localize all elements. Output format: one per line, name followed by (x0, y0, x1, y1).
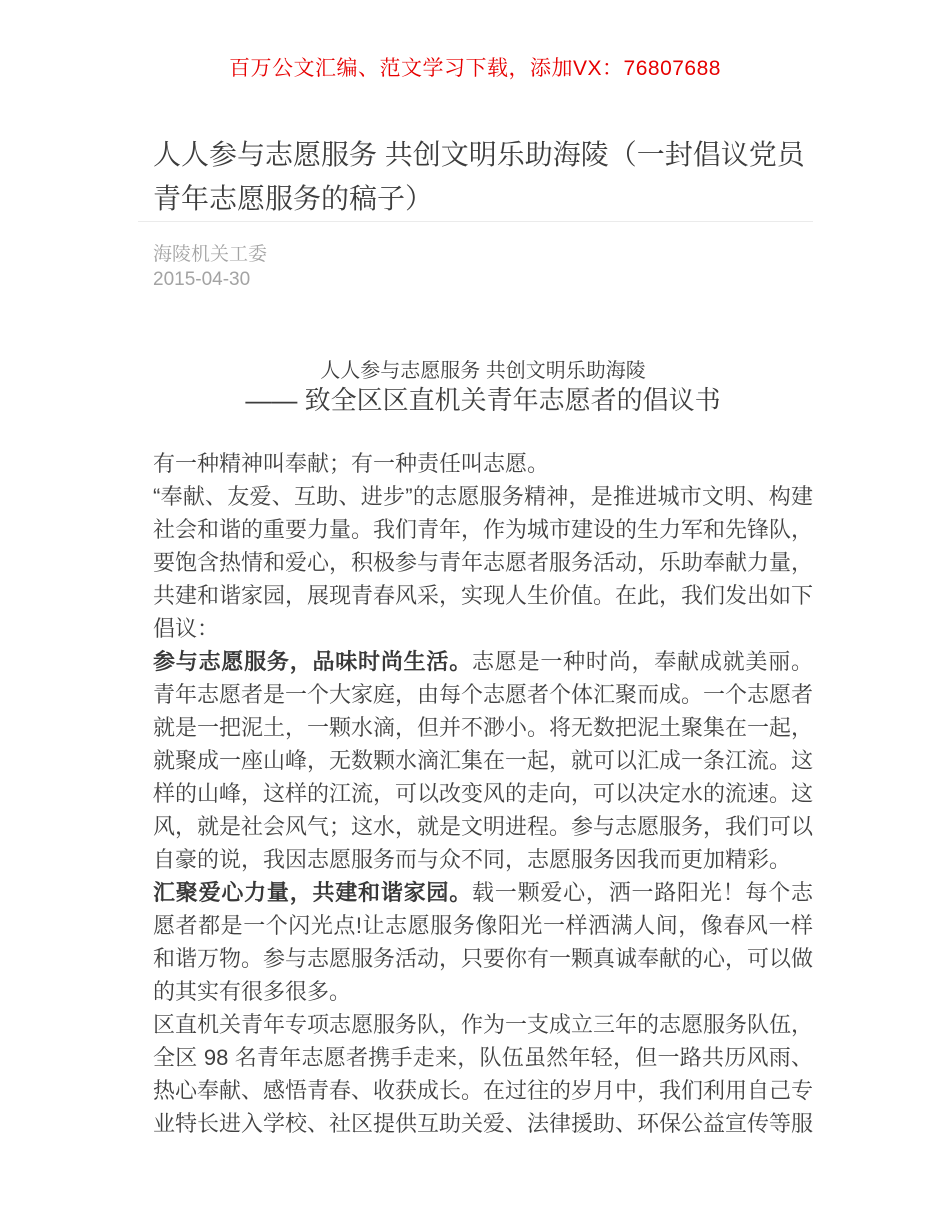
title-divider (138, 221, 813, 222)
article (153, 133, 813, 1140)
body-paragraph: 汇聚爱心力量，共建和谐家园。载一颗爱心，洒一路阳光！每个志愿者都是一个闪光点!让志愿服务像阳光一样洒满人间，像春风一样和谐万物。参与志愿服务活动，只要你有一颗真诚奉献的心，可以做的其实有很多很多。 (153, 880, 814, 1004)
article-date: 2015-04-30 (153, 269, 251, 290)
paragraph-lead: 参与志愿服务，品味时尚生活。 (153, 649, 472, 674)
article-body (153, 447, 813, 1140)
body-paragraph: “奉献、友爱、互助、进步”的志愿服务精神，是推进城市文明、构建社会和谐的重要力量。我们青年，作为城市建设的生力军和先锋队，要饱含热情和爱心，积极参与青年志愿者服务活动，乐助奉献力量，共建和谐家园，展现青春风采，实现人生价值。在此，我们发出如下倡议： (153, 484, 814, 641)
body-paragraph: 有一种精神叫奉献；有一种责任叫志愿。 (153, 451, 550, 476)
article-meta (153, 242, 813, 292)
page-title: 人人参与志愿服务 共创文明乐助海陵（一封倡议党员青年志愿服务的稿子） (153, 139, 805, 214)
article-author: 海陵机关工委 (153, 244, 268, 265)
paragraph-lead: 汇聚爱心力量，共建和谐家园。 (153, 880, 472, 905)
body-paragraph: 区直机关青年专项志愿服务队，作为一支成立三年的志愿服务队伍，全区 98 名青年志愿者携手走来，队伍虽然年轻，但一路共历风雨、热心奉献、感悟青春、收获成长。在过往的岁月中，我们利用自己专业特长进入学校、社区提供互助关爱、法律援助、环保公益宣传等服 (153, 1012, 814, 1136)
promo-banner-text: 百万公文汇编、范文学习下载，添加VX：76807688 (229, 57, 721, 80)
document-heading-line2: —— 致全区区直机关青年志愿者的倡议书 (245, 385, 721, 415)
document-heading (153, 358, 813, 417)
document-heading-line1: 人人参与志愿服务 共创文明乐助海陵 (320, 360, 646, 382)
promo-banner (0, 0, 950, 81)
body-paragraph: 参与志愿服务，品味时尚生活。志愿是一种时尚，奉献成就美丽。青年志愿者是一个大家庭，由每个志愿者个体汇聚而成。一个志愿者就是一把泥土，一颗水滴，但并不渺小。将无数把泥土聚集在一起，就聚成一座山峰，无数颗水滴汇集在一起，就可以汇成一条江流。这样的山峰，这样的江流，可以改变风的走向，可以决定水的流速。这风，就是社会风气；这水，就是文明进程。参与志愿服务，我们可以自豪的说，我因志愿服务而与众不同，志愿服务因我而更加精彩。 (153, 649, 814, 872)
